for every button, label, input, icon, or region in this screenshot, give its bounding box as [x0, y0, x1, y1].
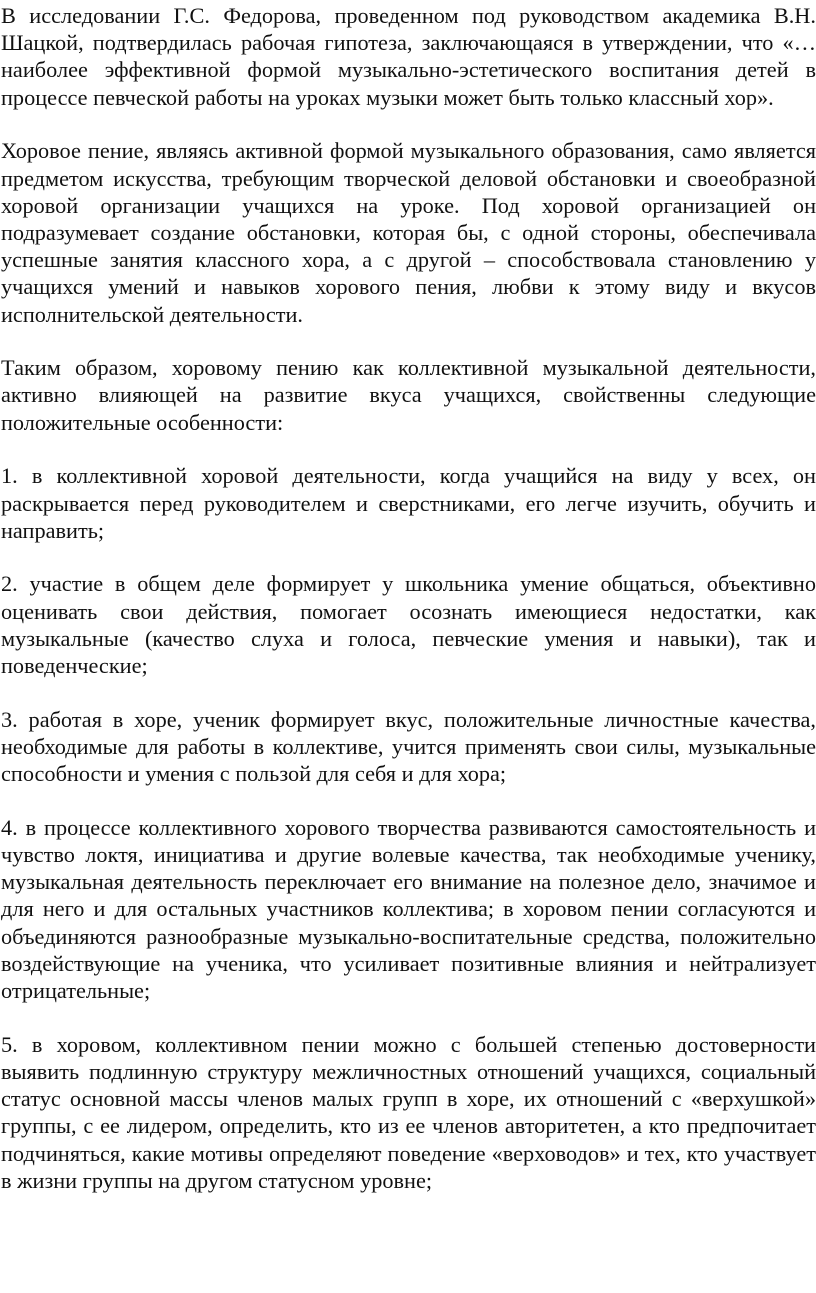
list-item-3: 3. работая в хоре, ученик формирует вкус, положительные личностные качества, необходимые для работы в коллективе, учится применять свои силы, музыкальные способности и умения с пользой для себя и для хора;: [1, 706, 816, 787]
list-item-4: 4. в процессе коллективного хорового творчества развиваются самостоятельность и чувство локтя, инициатива и другие волевые качества, так необходимые ученику, музыкальная деятельность переключает его внимание на полезное дело, значимое и для него и для остальных участников коллектива; в хоровом пении согласуются и объединяются разнообразные музыкально-воспитательные средства, положительно воздействующие на ученика, что усиливает позитивные влияния и нейтрализует отрицательные;: [1, 814, 816, 1004]
list-item-5: 5. в хоровом, коллективном пении можно с большей степенью достоверности выявить подлинную структуру межличностных отношений учащихся, социальный статус основной массы членов малых групп в хоре, их отношений с «верхушкой» группы, с ее лидером, определить, кто из ее членов авторитетен, а кто предпочитает подчиняться, какие мотивы определяют поведение «верховодов» и тех, кто участвует в жизни группы на другом статусном уровне;: [1, 1031, 816, 1193]
paragraph-intro: В исследовании Г.С. Федорова, проведенном под руководством академика В.Н. Шацкой, подтвердилась рабочая гипотеза, заключающаяся в утверждении, что «…наиболее эффективной формой музыкально-эстетического воспитания детей в процессе певческой работы на уроках музыки может быть только классный хор».: [1, 3, 816, 110]
list-item-1: 1. в коллективной хоровой деятельности, когда учащийся на виду у всех, он раскрывается перед руководителем и сверстниками, его легче изучить, обучить и направить;: [1, 463, 816, 543]
paragraph-choral-singing: Хоровое пение, являясь активной формой музыкального образования, само является предметом искусства, требующим творческой деловой обстановки и своеобразной хоровой организации учащихся на уроке. Под хоровой организацией он подразумевает создание обстановки, которая бы, с одной стороны, обеспечивала успешные занятия классного хора, а с другой – способствовала становлению у учащихся умений и навыков хорового пения, любви к этому виду и вкусов исполнительской деятельности.: [1, 138, 816, 327]
list-item-2: 2. участие в общем деле формирует у школьника умение общаться, объективно оценивать свои действия, помогает осознать имеющиеся недостатки, как музыкальные (качество слуха и голоса, певческие умения и навыки), так и поведенческие;: [1, 571, 816, 679]
paragraph-features-intro: Таким образом, хоровому пению как коллективной музыкальной деятельности, активно влияющей на развитие вкуса учащихся, свойственны следующие положительные особенности:: [1, 355, 816, 435]
